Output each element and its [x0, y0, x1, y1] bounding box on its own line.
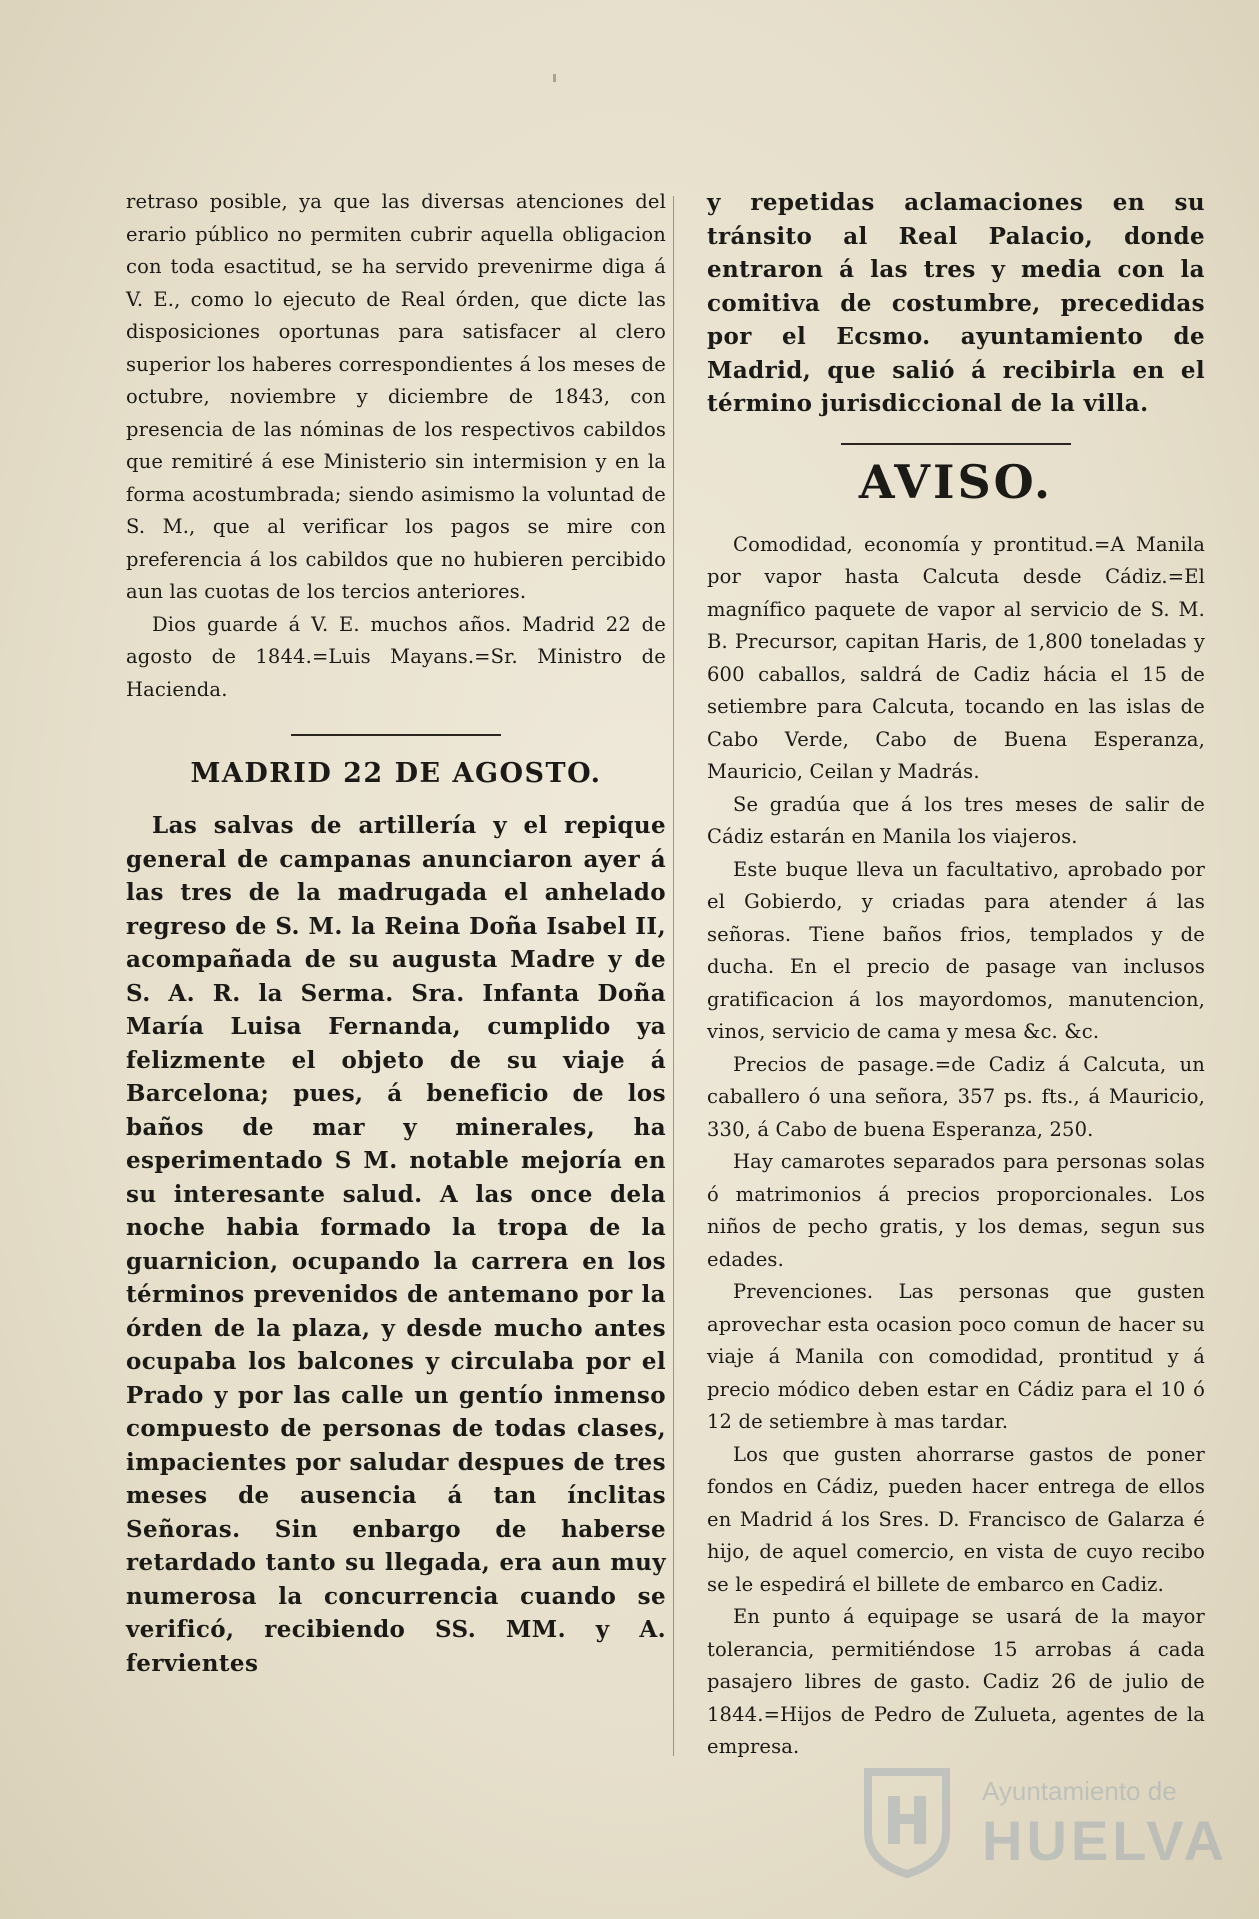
- aviso-paragraph-5: Hay camarotes separados para personas solas ó matrimonios á precios proporcionales. Los niños de pecho gratis, y los demas, segun sus edades.: [707, 1150, 1205, 1271]
- madrid-heading: MADRID 22 DE AGOSTO.: [190, 758, 602, 789]
- aviso-paragraph-4: Precios de pasage.=de Cadiz á Calcuta, un caballero ó una señora, 357 ps. fts., á Mauricio, 330, á Cabo de buena Esperanza, 250.: [707, 1052, 1205, 1141]
- madrid-article-continued: y repetidas aclamaciones en su tránsito al Real Palacio, donde entraron á las tres y media con la comitiva de costumbre, precedidas por el Ecsmo. ayuntamiento de Madrid, que salió á recibirla en el término jurisdiccional de la villa.: [707, 189, 1205, 417]
- city-seal-icon: [848, 1762, 966, 1880]
- page-mark: [553, 74, 556, 82]
- watermark-line-1: Ayuntamiento de: [982, 1776, 1177, 1806]
- column-divider: [673, 196, 674, 1756]
- right-column: [707, 186, 1205, 1764]
- left-column: [126, 186, 666, 1680]
- official-letter-signature: Dios guarde á V. E. muchos años. Madrid 22 de agosto de 1844.=Luis Mayans.=Sr. Ministro de Hacienda.: [126, 612, 666, 701]
- huelva-watermark: [848, 1762, 1228, 1882]
- aviso-paragraph-2: Se gradúa que á los tres meses de salir de Cádiz estarán en Manila los viajeros.: [707, 792, 1205, 848]
- section-rule: [291, 734, 501, 736]
- aviso-paragraph-8: En punto á equipage se usará de la mayor tolerancia, permitiéndose 15 arrobas á cada pasajero libres de gasto. Cadiz 26 de julio de 1844.=Hijos de Pedro de Zulueta, agentes de la empresa.: [707, 1605, 1205, 1758]
- aviso-paragraph-6: Prevenciones. Las personas que gusten aprovechar esta ocasion poco comun de hacer su viaje á Manila con comodidad, prontitud y á precio módico deben estar en Cádiz para el 10 ó 12 de setiembre à mas tardar.: [707, 1280, 1205, 1433]
- madrid-article-text: Las salvas de artillería y el repique general de campanas anunciaron ayer á las tres de la madrugada el anhelado regreso de S. M. la Reina Doña Isabel II, acompañada de su augusta Madre y de S. A. R. la Serma. Sra. Infanta Doña María Luisa Fernanda, cumplido ya felizmente el objeto de su viaje á Barcelona; pues, á beneficio de los baños de mar y minerales, ha esperimentado S M. notable mejoría en su interesante salud. A las once dela noche habia formado la tropa de la guarnicion, ocupando la carrera en los términos prevenidos de antemano por la órden de la plaza, y desde mucho antes ocupaba los balcones y circulaba por el Prado y por las calle un gentío inmenso compuesto de personas de todas clases, impacientes por saludar despues de tres meses de ausencia á tan ínclitas Señoras. Sin enbargo de haberse retardado tanto su llegada, era aun muy numerosa la concurrencia cuando se verificó, recibiendo SS. MM. y A. fervientes: [126, 812, 666, 1677]
- aviso-paragraph-7: Los que gusten ahorrarse gastos de poner fondos en Cádiz, pueden hacer entrega de ellos en Madrid á los Sres. D. Francisco de Galarza é hijo, de aquel comercio, en vista de cuyo recibo se le espedirá el billete de embarco en Cadiz.: [707, 1442, 1205, 1596]
- aviso-rule: [841, 443, 1071, 445]
- watermark-line-2: HUELVA: [982, 1809, 1228, 1872]
- official-letter-text: retraso posible, ya que las diversas atenciones del erario público no permiten cubrir aquella obligacion con toda esactitud, se ha servido prevenirme diga á V. E., como lo ejecuto de Real órden, que dicte las disposiciones oportunas para satisfacer al clero superior los haberes correspondientes á los meses de octubre, noviembre y diciembre de 1843, con presencia de las nóminas de los respectivos cabildos que remitiré á ese Ministerio sin intermision y en la forma acostumbrada; siendo asimismo la voluntad de S. M., que al verificar los pagos se mire con preferencia á los cabildos que no hubieren percibido aun las cuotas de los tercios anteriores.: [126, 190, 666, 603]
- aviso-paragraph-3: Este buque lleva un facultativo, aprobado por el Gobierdo, y criadas para atender á las señoras. Tiene baños frios, templados y de ducha. En el precio de pasage van inclusos gratificacion á los mayordomos, manutencion, vinos, servicio de cama y mesa &c. &c.: [707, 857, 1205, 1043]
- aviso-heading: AVISO.: [858, 454, 1054, 509]
- aviso-paragraph-1: Comodidad, economía y prontitud.=A Manila por vapor hasta Calcuta desde Cádiz.=El magnífico paquete de vapor al servicio de S. M. B. Precursor, capitan Haris, de 1,800 toneladas y 600 caballos, saldrá de Cadiz hácia el 15 de setiembre para Calcuta, tocando en las islas de Cabo Verde, Cabo de Buena Esperanza, Mauricio, Ceilan y Madrás.: [707, 532, 1205, 783]
